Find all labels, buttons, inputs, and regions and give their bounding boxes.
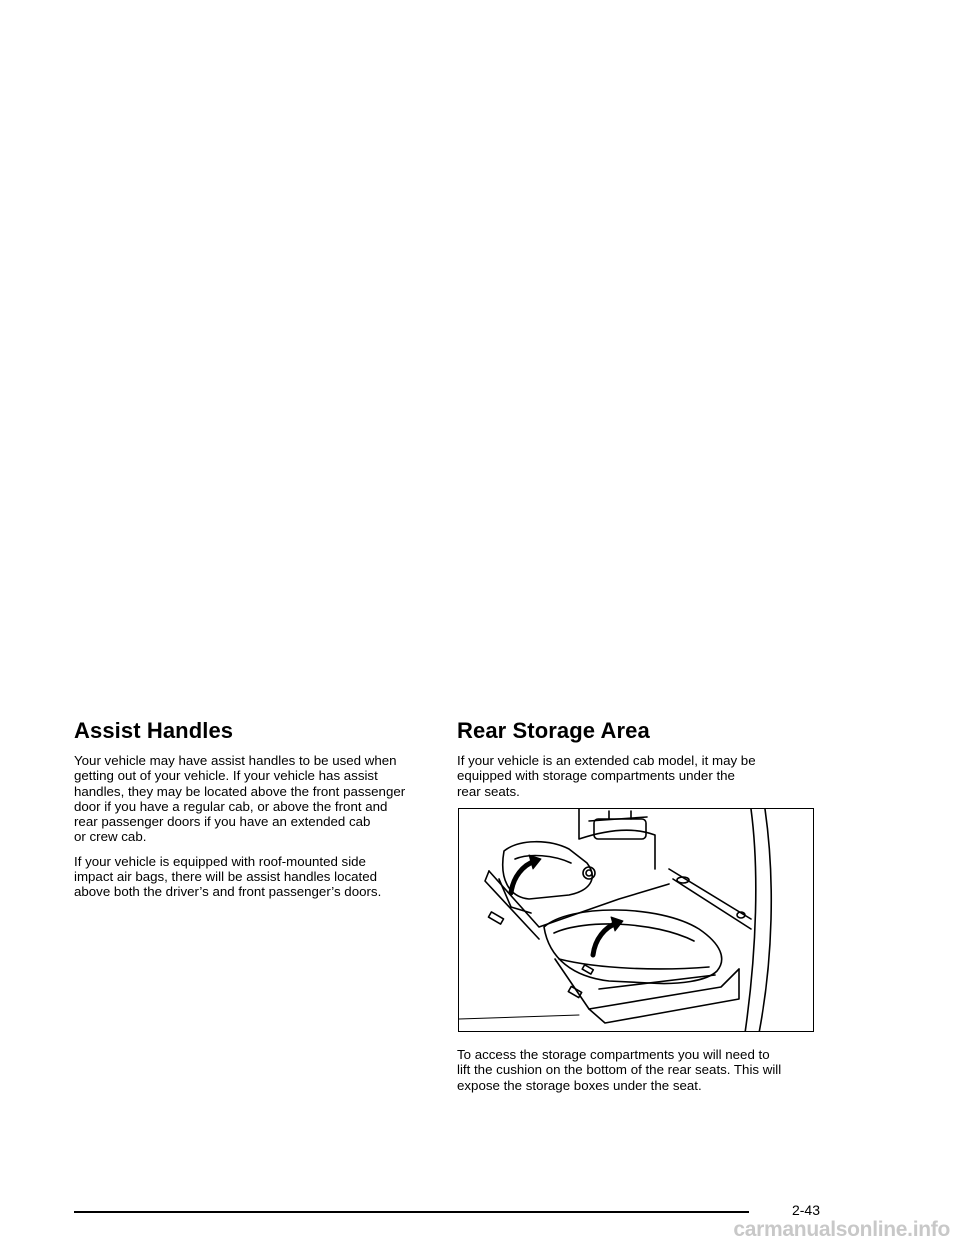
rear-seat-cushion-lift-icon <box>459 809 814 1032</box>
rear-storage-paragraph-1: If your vehicle is an extended cab model, it may be equipped with storage compartments under the rear seats. <box>457 753 756 799</box>
page-number: 2-43 <box>791 1202 820 1218</box>
left-column <box>74 718 444 909</box>
assist-handles-heading: Assist Handles <box>74 718 234 743</box>
footer-rule <box>74 1211 749 1213</box>
rear-seat-illustration <box>458 808 814 1032</box>
rear-storage-paragraph-2: To access the storage compartments you will need to lift the cushion on the bottom of the rear seats. This will expose the storage boxes under the seat. <box>457 1047 782 1093</box>
watermark: carmanualsonline.info <box>733 1218 950 1241</box>
assist-handles-paragraph-1: Your vehicle may have assist handles to be used when getting out of your vehicle. If your vehicle has assist handles, they may be located above the front passenger door if you have a regular cab, or above the front and rear passenger doors if you have an extended cab or crew cab. <box>74 753 406 845</box>
right-column <box>457 718 819 808</box>
rear-storage-heading: Rear Storage Area <box>457 718 650 743</box>
assist-handles-paragraph-2: If your vehicle is equipped with roof-mounted side impact air bags, there will be assist handles located above both the driver’s and front passenger’s doors. <box>74 853 382 900</box>
rear-storage-paragraph-2-block <box>457 1047 819 1102</box>
